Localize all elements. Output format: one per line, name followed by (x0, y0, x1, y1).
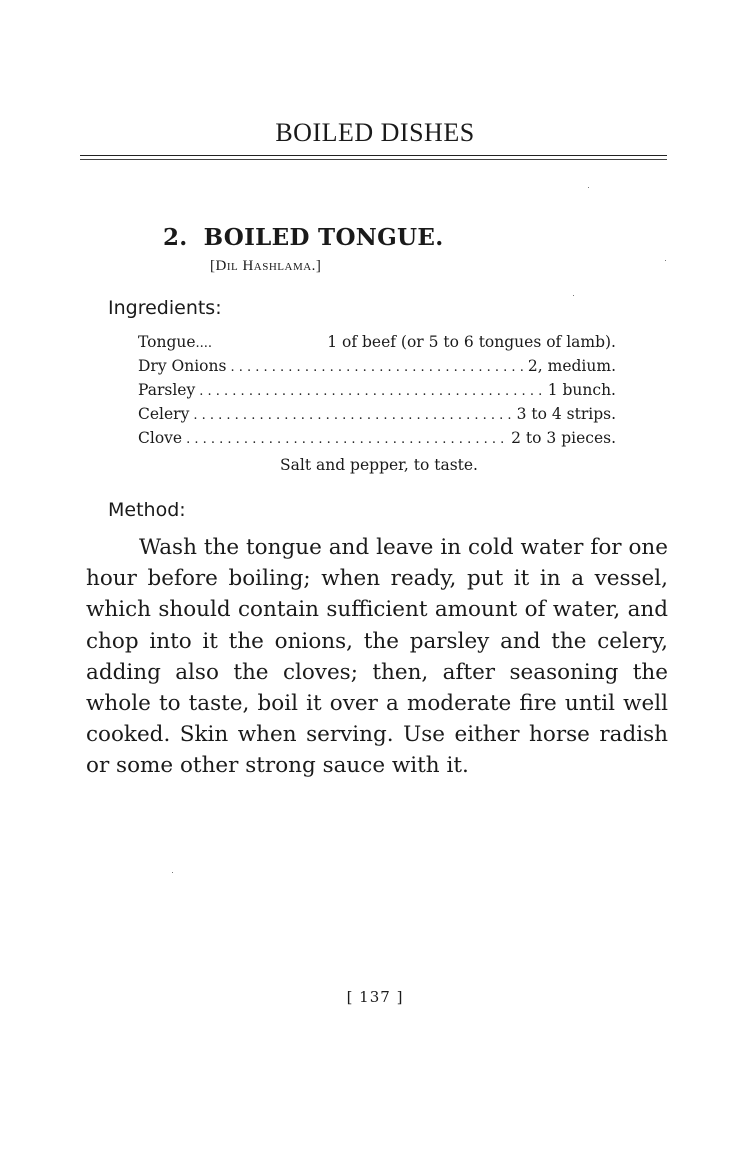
paper-speck (588, 187, 589, 188)
seasoning-text: Salt and pepper, to taste. (280, 456, 478, 474)
ingredient-amount: 2 to 3 pieces. (511, 429, 616, 447)
recipe-number: 2. (163, 224, 188, 251)
paper-speck (573, 295, 574, 296)
paper-speck (665, 260, 666, 261)
recipe-title (163, 224, 444, 251)
ingredient-amount: 3 to 4 strips. (516, 405, 616, 423)
ingredient-name: Clove (138, 429, 183, 447)
ingredient-row (138, 333, 616, 357)
ingredient-amount: 2, medium. (527, 357, 616, 375)
ingredients-heading: Ingredients: (108, 297, 222, 319)
ingredient-row (138, 357, 616, 381)
recipe-subtitle: [Dil Hashlama.] (210, 258, 322, 274)
ingredient-name: Dry Onions (138, 357, 227, 375)
dot-leader (196, 333, 213, 351)
ingredient-amount: 1 of beef (or 5 to 6 tongues of lamb). (327, 333, 616, 351)
page-number: [ 137 ] (346, 988, 404, 1006)
ingredient-name: Parsley (138, 381, 196, 399)
paper-speck (172, 872, 173, 873)
ingredient-row (138, 381, 616, 405)
header-rule (80, 155, 667, 156)
dot-leader (199, 381, 543, 399)
dot-leader (186, 429, 507, 447)
header-rule-secondary (80, 159, 667, 160)
dot-leader (230, 357, 523, 375)
method-heading: Method: (108, 499, 186, 521)
ingredient-row (138, 405, 616, 429)
recipe-title-text: BOILED TONGUE. (203, 224, 444, 251)
dot-leader (193, 405, 512, 423)
ingredient-row (138, 429, 616, 453)
ingredient-name: Tongue (138, 333, 196, 351)
ingredients-list (138, 333, 616, 453)
running-head: BOILED DISHES (275, 118, 475, 147)
seasoning-line (0, 456, 750, 474)
ingredient-amount: 1 bunch. (547, 381, 616, 399)
ingredient-name: Celery (138, 405, 190, 423)
method-paragraph: Wash the tongue and leave in cold water for one hour before boiling; when ready, put it in a vessel, which should contain sufficient amount of water, and chop into it the onions, the parsley and the celery, adding also the cloves; then, after seasoning the whole to taste, boil it over a moderate fire until well cooked. Skin when serving. Use either horse radish or some other strong sauce with it. (86, 535, 668, 779)
